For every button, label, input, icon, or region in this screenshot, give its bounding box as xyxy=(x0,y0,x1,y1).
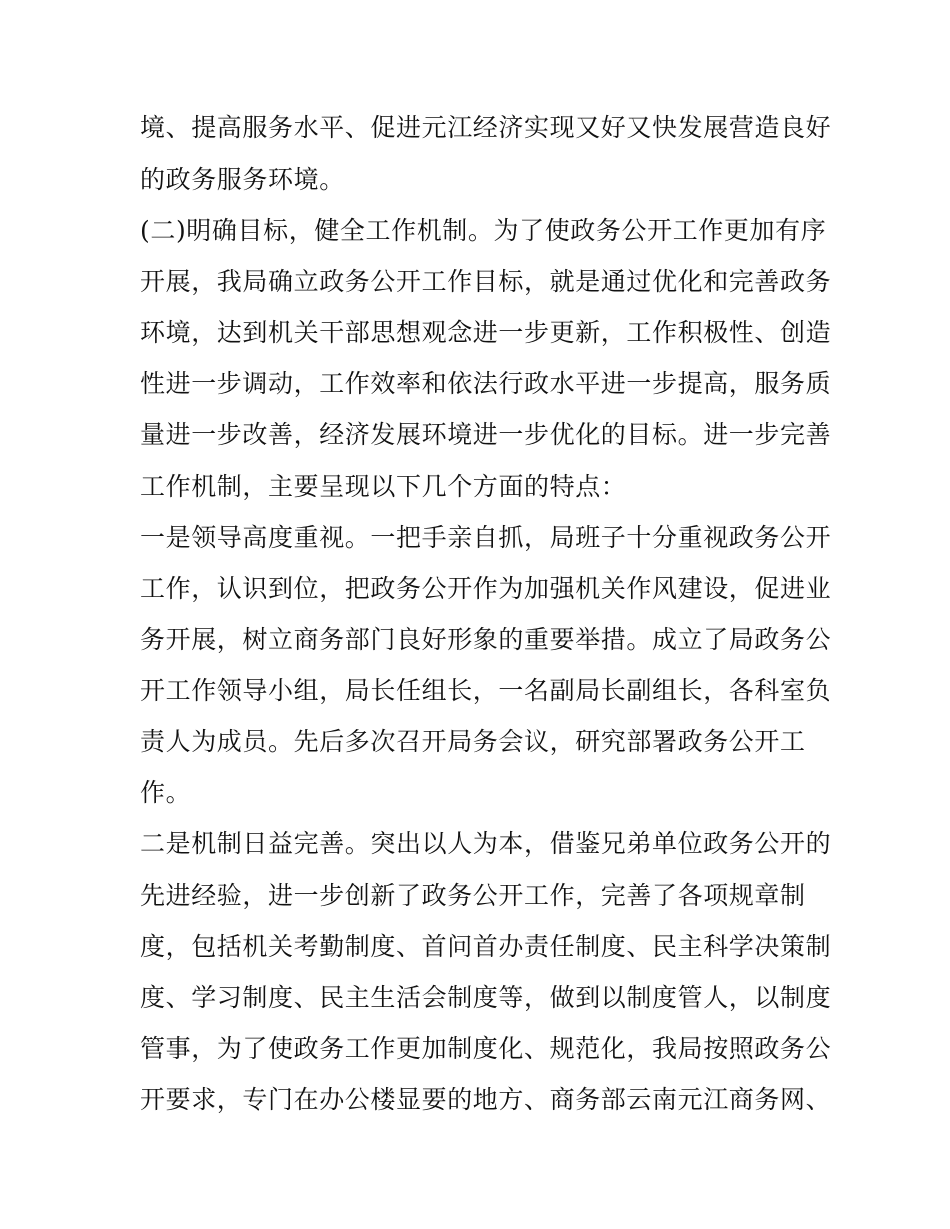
text-line: 工作机制，主要呈现以下几个方面的特点： xyxy=(140,472,627,501)
text-line: 境、提高服务水平、促进元江经济实现又好又快发展营造良好 xyxy=(140,113,832,142)
text-line: 工作，认识到位，把政务公开作为加强机关作风建设，促进业 xyxy=(140,574,832,603)
text-line: 一是领导高度重视。一把手亲自抓，局班子十分重视政务公开 xyxy=(140,523,832,552)
text-line: 性进一步调动，工作效率和依法行政水平进一步提高，服务质 xyxy=(140,369,832,398)
text-line: 管事，为了使政务工作更加制度化、规范化，我局按照政务公 xyxy=(140,1034,832,1063)
text-line: (二)明确目标，健全工作机制。为了使政务公开工作更加有序 xyxy=(140,216,827,245)
text-line: 的政务服务环境。 xyxy=(140,165,345,194)
text-line: 二是机制日益完善。突出以人为本，借鉴兄弟单位政务公开的 xyxy=(140,829,832,858)
text-line: 开要求，专门在办公楼显要的地方、商务部云南元江商务网、 xyxy=(140,1085,832,1114)
text-line: 责人为成员。先后多次召开局务会议，研究部署政务公开工 xyxy=(140,727,806,756)
text-line: 先进经验，进一步创新了政务公开工作，完善了各项规章制 xyxy=(140,881,806,910)
text-line: 开工作领导小组，局长任组长，一名副局长副组长，各科室负 xyxy=(140,676,832,705)
text-line: 量进一步改善，经济发展环境进一步优化的目标。进一步完善 xyxy=(140,420,832,449)
text-line: 作。 xyxy=(140,778,192,807)
text-line: 度，包括机关考勤制度、首问首办责任制度、民主科学决策制 xyxy=(140,932,832,961)
text-line: 度、学习制度、民主生活会制度等，做到以制度管人，以制度 xyxy=(140,983,832,1012)
text-line: 开展，我局确立政务公开工作目标，就是通过优化和完善政务 xyxy=(140,267,832,296)
text-line: 环境，达到机关干部思想观念进一步更新，工作积极性、创造 xyxy=(140,318,832,347)
text-line: 务开展，树立商务部门良好形象的重要举措。成立了局政务公 xyxy=(140,625,832,654)
